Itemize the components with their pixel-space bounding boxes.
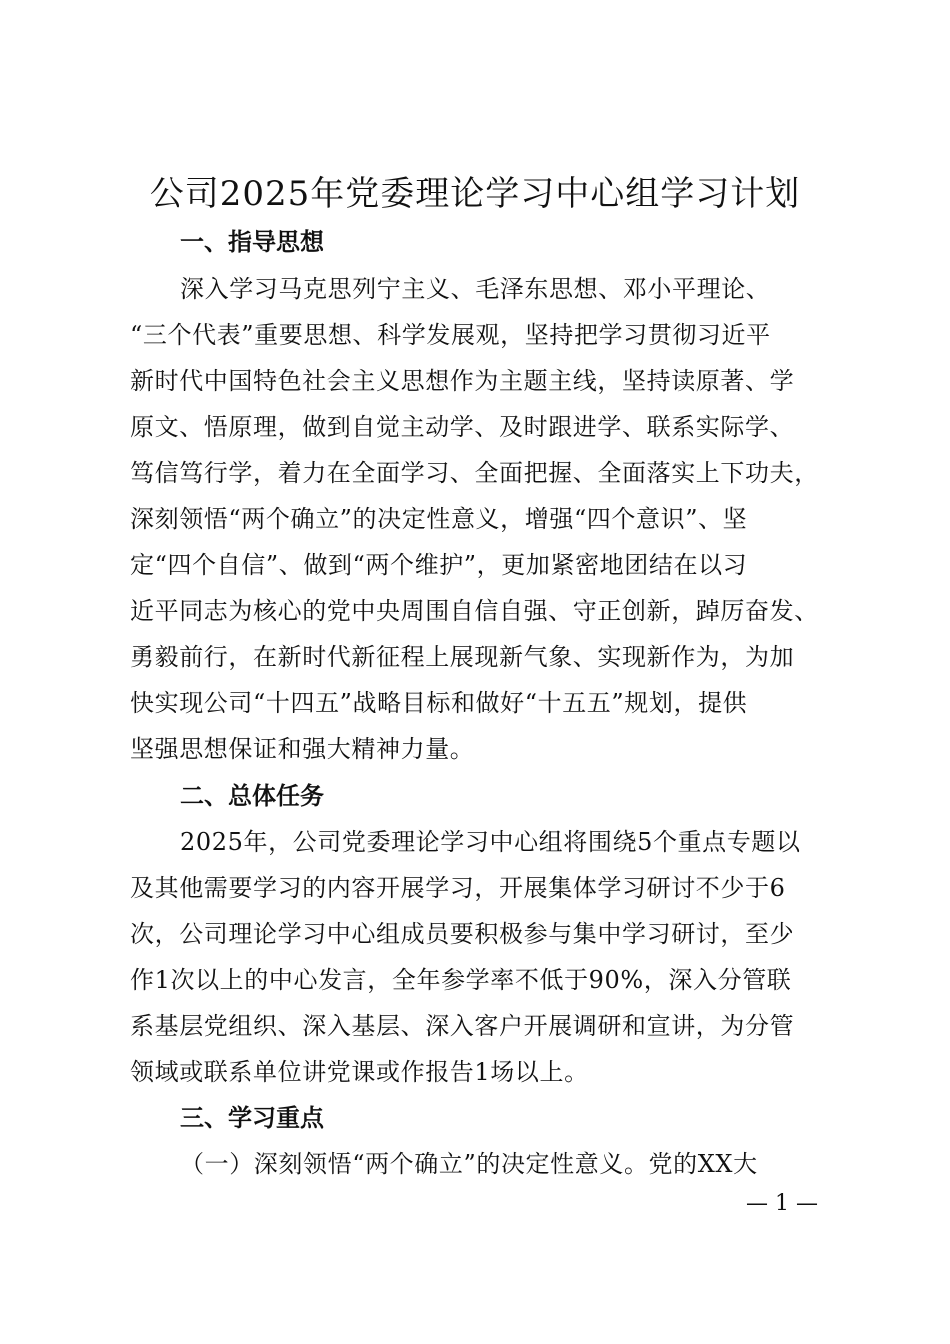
paragraph-line: 作1次以上的中心发言，全年参学率不低于90%，深入分管联: [130, 966, 792, 994]
paragraph-line: “三个代表”重要思想、科学发展观，坚持把学习贯彻习近平: [130, 321, 771, 349]
paragraph-line: 定“四个自信”、做到“两个维护”，更加紧密地团结在以习: [130, 551, 748, 579]
paragraph-line: 笃信笃行学，着力在全面学习、全面把握、全面落实上下功夫，: [130, 459, 819, 487]
document-title: 公司2025年党委理论学习中心组学习计划: [149, 174, 801, 214]
paragraph-line: 近平同志为核心的党中央周围自信自强、守正创新，踔厉奋发、: [130, 597, 819, 625]
paragraph-line: 系基层党组织、深入基层、深入客户开展调研和宣讲，为分管: [130, 1012, 795, 1040]
paragraph-line: 快实现公司“十四五”战略目标和做好“十五五”规划，提供: [130, 689, 748, 717]
paragraph-line: 原文、悟原理，做到自觉主动学、及时跟进学、联系实际学、: [130, 413, 795, 441]
paragraph-line: 深刻领悟“两个确立”的决定性意义，增强“四个意识”、坚: [130, 505, 748, 533]
section-heading-study-focus: 三、学习重点: [180, 1104, 324, 1132]
paragraph-line: 新时代中国特色社会主义思想作为主题主线，坚持读原著、学: [130, 367, 795, 395]
paragraph-line: 2025年，公司党委理论学习中心组将围绕5个重点专题以: [180, 828, 801, 856]
paragraph-line: 勇毅前行，在新时代新征程上展现新气象、实现新作为，为加: [130, 643, 795, 671]
paragraph-line: 深入学习马克思列宁主义、毛泽东思想、邓小平理论、: [180, 275, 771, 303]
section-heading-overall-task: 二、总体任务: [180, 782, 324, 810]
paragraph-line: 领域或联系单位讲党课或作报告1场以上。: [130, 1058, 589, 1086]
paragraph-line: 次，公司理论学习中心组成员要积极参与集中学习研讨，至少: [130, 920, 795, 948]
paragraph-line: （一）深刻领悟“两个确立”的决定性意义。党的XX大: [180, 1150, 758, 1178]
paragraph-line: 及其他需要学习的内容开展学习，开展集体学习研讨不少于6: [130, 874, 786, 902]
page-number: — 1 —: [746, 1191, 818, 1216]
section-heading-guiding-thought: 一、指导思想: [180, 228, 324, 256]
paragraph-line: 坚强思想保证和强大精神力量。: [130, 735, 475, 763]
